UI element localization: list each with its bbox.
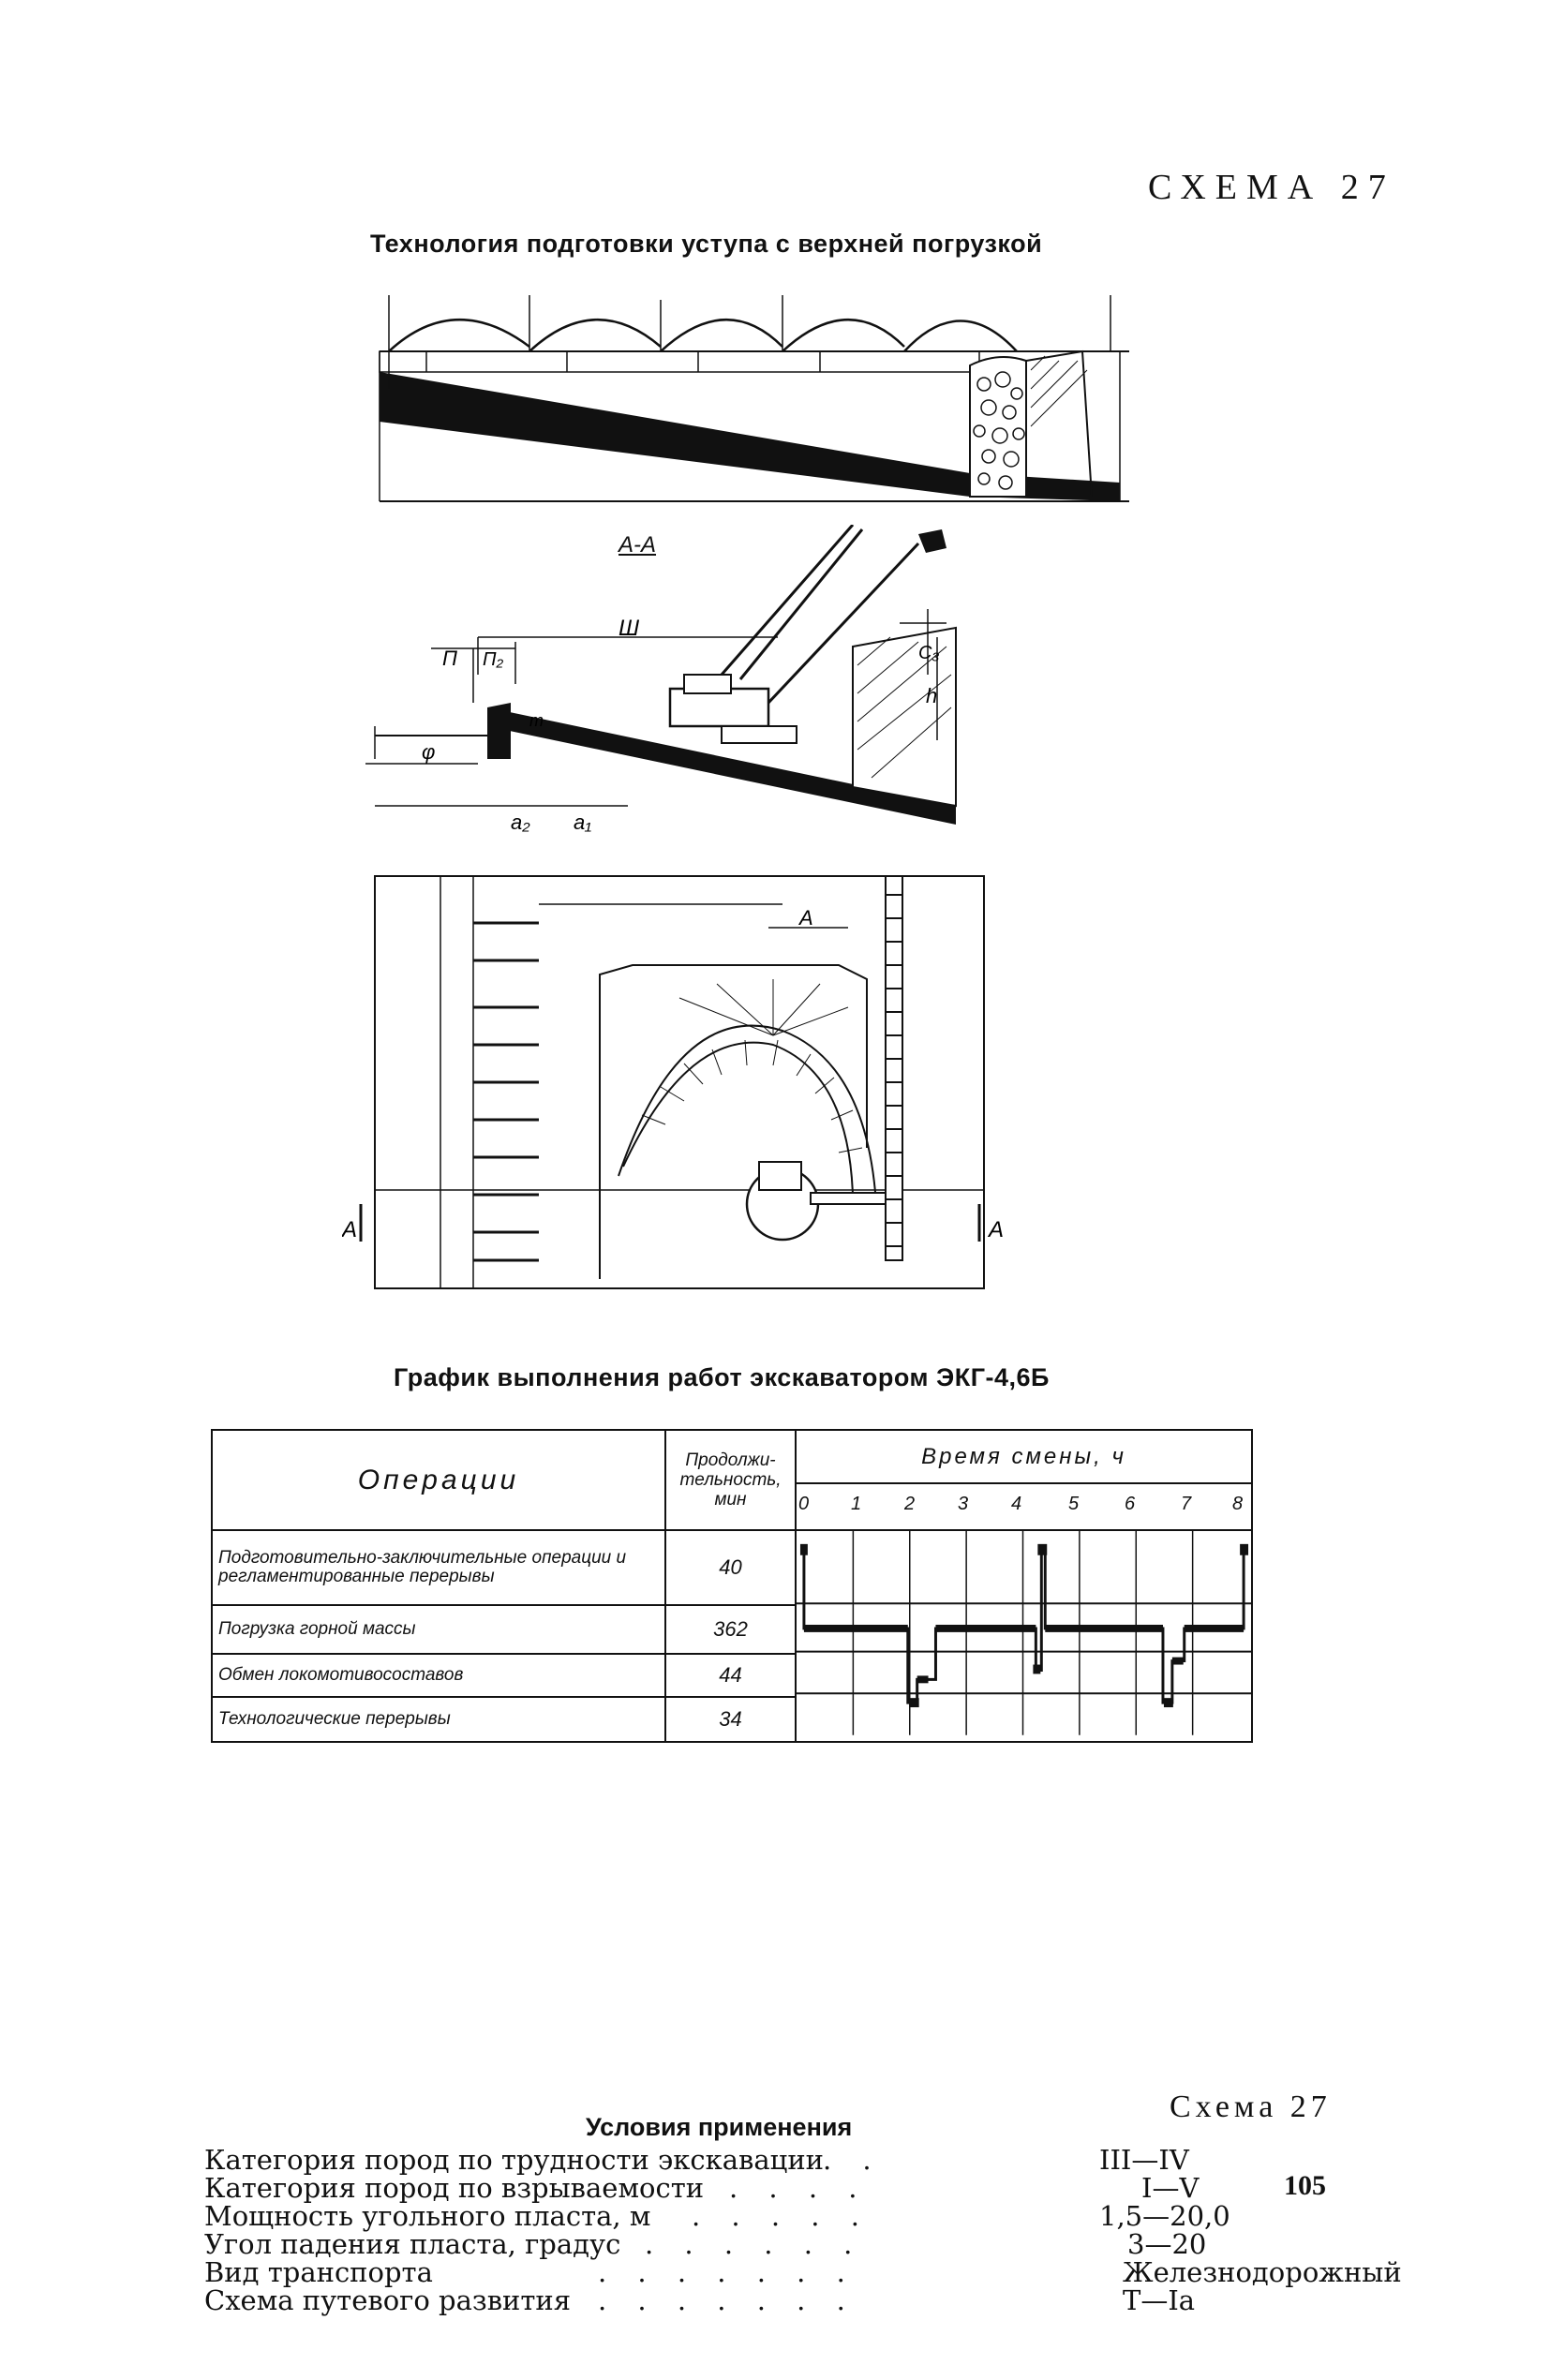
op-duration: 362 [665,1605,796,1654]
condition-value: Железнодорожный [1123,2256,1402,2288]
section-marker-left: А [342,1217,358,1242]
condition-value: III—IV [1099,2144,1189,2176]
hour-7: 7 [1181,1494,1192,1514]
condition-label: Категория пород по взрываемости [204,2172,705,2204]
dim-label-m: m [529,711,544,730]
leader-dots: . . . . . [692,2200,871,2232]
hour-6: 6 [1125,1494,1136,1514]
dim-label-a: А [799,906,813,930]
hour-5: 5 [1068,1494,1080,1514]
col-header-time: Время смены, ч [796,1430,1252,1483]
condition-value: 1,5—20,0 [1099,2200,1230,2232]
bench-profile-drawing [370,295,1139,511]
list-item [204,2230,1254,2258]
schedule-title: График выполнения работ экскаватором ЭКГ-4,6Б [394,1363,1050,1391]
hour-8: 8 [1232,1494,1244,1514]
schema-label-bottom: Схема 27 [1170,2090,1332,2124]
dim-label-h: h [926,684,938,707]
dim-label-p2: П₂ [483,649,504,670]
condition-value: Т—Iа [1123,2284,1196,2316]
leader-dots: . . . . . . . [598,2284,857,2316]
condition-label: Вид транспорта [204,2256,433,2288]
list-item [204,2286,1254,2314]
leader-dots: . . . . [729,2172,869,2204]
list-item [204,2256,1402,2288]
list-item [204,2146,1254,2174]
conditions-title: Условия применения [586,2113,853,2141]
col-header-operations: Операции [212,1430,665,1530]
technology-title: Технология подготовки уступа с верхней погрузкой [370,230,1043,258]
plan-view-drawing [342,867,1017,1307]
hour-0: 0 [798,1494,810,1514]
condition-label: Мощность угольного пласта, м [204,2200,651,2232]
excavator-cross-section [365,525,984,843]
hour-2: 2 [904,1494,916,1514]
op-name: Погрузка горной массы [212,1605,665,1654]
leader-dots: . . [823,2144,883,2176]
hour-scale [796,1483,1252,1530]
table-row [212,1530,1252,1605]
hour-4: 4 [1011,1494,1022,1514]
leader-dots: . . . . . . [645,2228,864,2260]
op-duration: 44 [665,1654,796,1696]
hour-1: 1 [851,1494,862,1514]
list-item [204,2174,1254,2202]
condition-value: 3—20 [1127,2228,1207,2260]
dim-label-sh: Ш [619,616,640,641]
schema-label-top: СХЕМА 27 [1148,168,1395,207]
dim-label-phi: φ [422,740,436,764]
dim-label-a1: а₁ [574,811,592,834]
gantt-svg [797,1531,1251,1735]
condition-label: Схема путевого развития [204,2284,572,2316]
condition-label: Угол падения пласта, градус [204,2228,621,2260]
schedule-table [211,1429,1253,1740]
hour-3: 3 [958,1494,969,1514]
condition-value: I—V [1141,2172,1200,2204]
col-header-duration: Продолжи-тельность, мин [665,1430,796,1530]
page-number: 105 [1284,2170,1326,2201]
leader-dots: . . . . . . . [598,2256,857,2288]
list-item [204,2202,1254,2230]
section-marker-right: А [989,1217,1005,1242]
op-name: Обмен локомотивосоставов [212,1654,665,1696]
condition-label: Категория пород по трудности экскавации [204,2144,824,2176]
dim-label-p: П [442,647,457,670]
op-name: Технологические перерывы [212,1697,665,1742]
op-duration: 40 [665,1530,796,1605]
section-label: А-А [619,532,657,558]
dim-label-c3: С₃ [918,643,940,663]
op-duration: 34 [665,1697,796,1742]
dim-label-a2: а₂ [511,811,530,834]
op-name: Подготовительно-заключительные операции и регламентированные перерывы [212,1530,665,1605]
gantt-chart [796,1530,1252,1742]
